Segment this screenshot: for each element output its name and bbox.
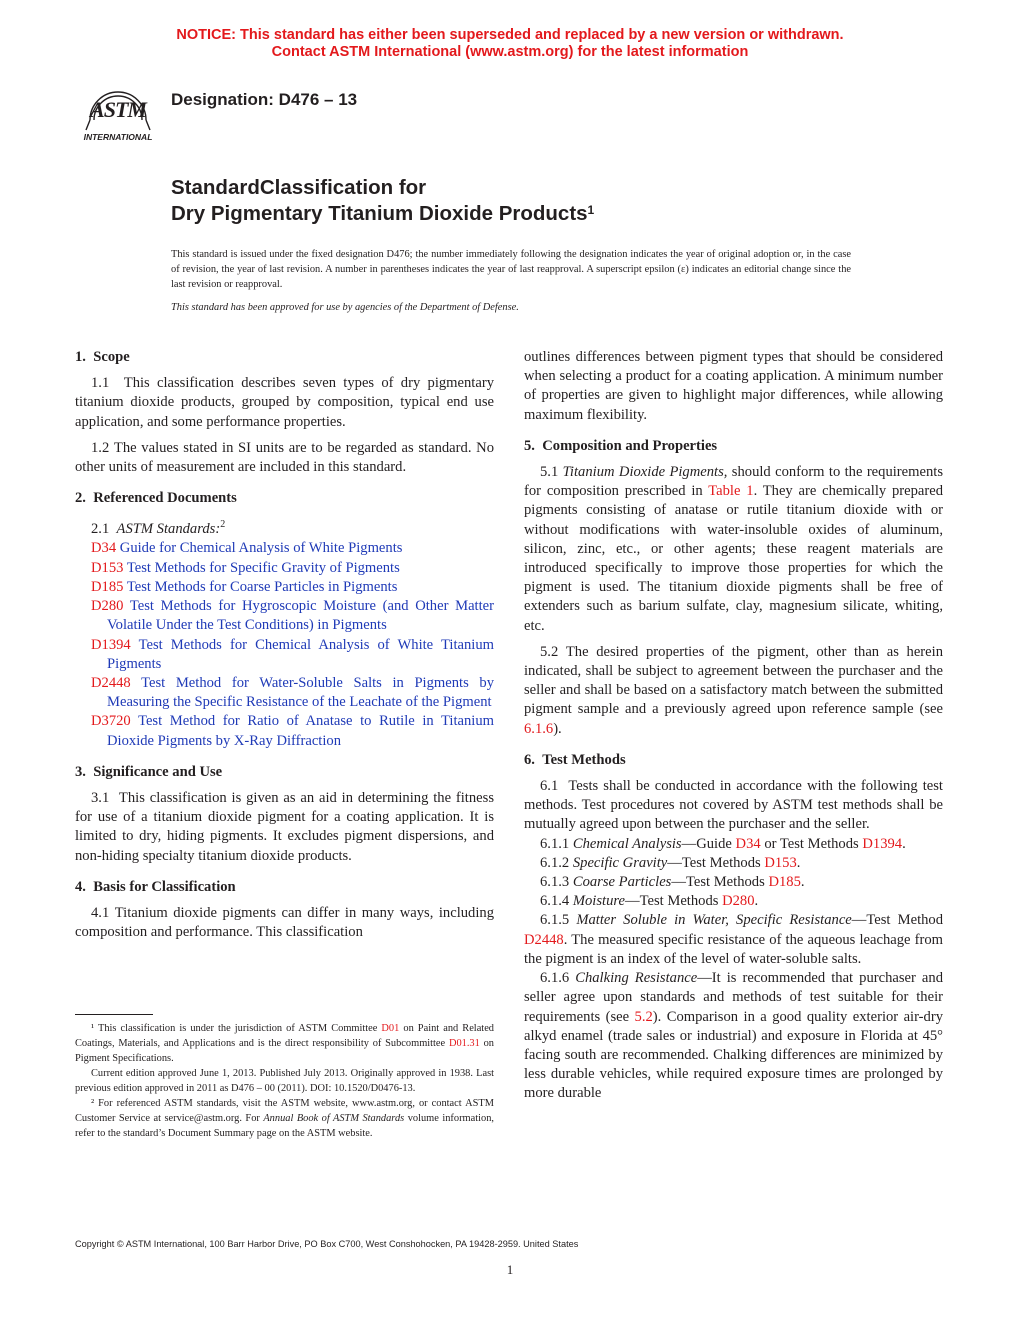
ref-d2448[interactable]: D2448 Test Method for Water-Soluble Salts in Pigments by Measuring the Specific Resistance of the Leachate of the Pigment [91,674,494,711]
link-d2448[interactable]: D2448 [524,931,564,948]
logo-mark: ASTM [90,97,146,122]
ref-d1394[interactable]: D1394 Test Methods for Chemical Analysis of White Titanium Pigments [91,636,494,672]
para-4-1: 4.1 Titanium dioxide pigments can differ in many ways, including composition and performance. This classification [75,904,494,941]
ref-d153[interactable]: D153 Test Methods for Specific Gravity of Pigments [91,559,400,576]
title-footnote-mark: 1 [587,203,595,217]
section-6-heading: 6. Test Methods [524,751,626,768]
footnote-1: ¹ This classification is under the jurisdiction of ASTM Committee D01 on Paint and Related Coatings, Materials, and Applications and is the direct responsibility of Subcommittee D01.31 on Pigment Specifications. [75,1023,494,1064]
ref-d3720[interactable]: D3720 Test Method for Ratio of Anatase to Rutile in Titanium Dioxide Pigments by X-Ray Diffraction [91,713,494,749]
section-3-heading: 3. Significance and Use [75,763,223,780]
notice-line-2: Contact ASTM International (www.astm.org) for the latest information [271,44,749,60]
para-1-2: 1.2 The values stated in SI units are to be regarded as standard. No other units of measurement are included in this standard. [75,439,494,476]
footnote-2: ² For referenced ASTM standards, visit the ASTM website, www.astm.org, or contact ASTM Customer Service at service@astm.org. For Annual Book of ASTM Standards volume information, refer to the standard’s Document Summary page on the ASTM website. [75,1098,494,1139]
notice-line-1: NOTICE: This standard has either been superseded and replaced by a new version or withdrawn. [176,27,844,43]
para-5-1: 5.1 Titanium Dioxide Pigments, should conform to the requirements for composition prescribed in Table 1. They are chemically prepared pigments consisting of anatase or rutile titanium dioxide with or without modifications with water-insoluble oxides of aluminum, silicon, zinc, etc., or other agents; these reagent materials are introduced specifically to improve those properties for which the pigment is used. The titanium dioxide pigments shall be free of extenders such as barium sulfate, clay, magnesium silicate, whiting, etc. [524,464,944,634]
designation: Designation: D476 – 13 [171,90,358,109]
section-2-heading: 2. Referenced Documents [75,490,237,507]
left-column [75,348,494,942]
right-column [524,348,943,1104]
para-3-1: 3.1 This classification is given as an aid in determining the fitness for use of a titanium dioxide pigment for a coating application. It is limited to dry, hiding pigments. It excludes pigment dispersions, and non-hiding specialty titanium dioxide products. [75,789,494,864]
ref-d280[interactable]: D280 Test Methods for Hygroscopic Moisture (and Other Matter Volatile Under the Test Conditions) in Pigments [91,598,494,634]
para-6-1-1: 6.1.1 Chemical Analysis—Guide D34 or Test Methods D1394. [540,835,906,852]
para-6-1: 6.1 Tests shall be conducted in accordance with the following test methods. Test procedures not covered by ASTM test methods shall be mutually agreed upon between the purchaser and the seller. [524,778,943,833]
para-5-2: 5.2 The desired properties of the pigment, other than as herein indicated, shall be subject to agreement between the purchaser and the seller and shall be based on a satisfactory match between the submitted pigment sample and a previously agreed upon reference sample (see 6.1.6). [524,643,943,737]
issued-note: This standard is issued under the fixed designation D476; the number immediately following the designation indicates the year of original adoption or, in the case of revision, the year of last revision. A number in parentheses indicates the year of last reapproval. A superscript epsilon (ε) indicates an editorial change since the last revision or reapproval. [171,249,851,290]
section-1-heading: 1. Scope [75,349,130,365]
link-d01[interactable]: D01 [381,1023,400,1034]
footnote-rule [75,1014,153,1015]
link-d01-31[interactable]: D01.31 [448,1038,480,1049]
link-6-1-6[interactable]: 6.1.6 [524,720,554,737]
para-6-1-3: 6.1.3 Coarse Particles—Test Methods D185. [540,874,805,891]
link-d34[interactable]: D34 [735,835,761,852]
approved-note: This standard has been approved for use by agencies of the Department of Defense. [171,302,519,313]
para-6-1-4: 6.1.4 Moisture—Test Methods D280. [540,893,759,910]
link-d185[interactable]: D185 [768,874,801,891]
title-line-1: StandardClassification for [171,176,427,199]
footnote-1-edition: Current edition approved June 1, 2013. Published July 2013. Originally approved in 1938. Last previous edition approved in 2011 as D476 – 00 (2011). DOI: 10.1520/D0476-13. [75,1068,494,1094]
astm-logo [72,75,164,145]
link-d153[interactable]: D153 [764,854,797,871]
title-line-2: Dry Pigmentary Titanium Dioxide Products$^1$ [171,202,595,225]
para-1-1: 1.1 This classification describes seven types of dry pigmentary titanium dioxide products, grouped by composition, typical end use application, and some performance properties. [75,375,494,430]
section-4-heading: 4. Basis for Classification [75,878,236,895]
para-6-1-5: 6.1.5 Matter Soluble in Water, Specific Resistance—Test Method D2448. The measured specific resistance of the aqueous leachage from the pigment is an index of the level of water-soluble salts. [524,912,944,967]
para-6-1-6: 6.1.6 Chalking Resistance—It is recommended that purchaser and seller agree upon standards and methods of test suitable for their requirements (see 5.2). Comparison in a good quality exterior air-dry alkyd enamel (trade sales or industrial) and exposure in Florida at 45° facing south are recommended. Chalking differences are minimized by less durable vehicles, while required exposure times are prolonged by more durable [524,970,943,1102]
ref-d185[interactable]: D185 Test Methods for Coarse Particles in Pigments [91,578,398,595]
page-number: 1 [506,1262,514,1277]
link-5-2[interactable]: 5.2 [634,1008,653,1025]
document-title [171,175,594,227]
footnotes [75,1021,494,1141]
para-4-1-cont: outlines differences between pigment types that should be considered when selecting a product for a coating application. A minimum number of properties are given to highlight major differences, while allowing maximum flexibility. [524,349,943,423]
notice-banner [0,27,1020,61]
copyright-line: Copyright © ASTM International, 100 Barr Harbor Drive, PO Box C700, West Conshohocken, PA 19428-2959. United States [75,1239,579,1249]
link-table-1[interactable]: Table 1 [708,483,754,500]
section-5-heading: 5. Composition and Properties [524,437,718,454]
para-2-1: 2.1 ASTM Standards:$^2$ [91,519,226,538]
ref-d34[interactable]: D34 Guide for Chemical Analysis of White Pigments [91,540,403,557]
logo-subtext: INTERNATIONAL [83,132,153,142]
link-d1394[interactable]: D1394 [862,835,903,852]
link-d280[interactable]: D280 [722,893,755,910]
para-6-1-2: 6.1.2 Specific Gravity—Test Methods D153. [540,854,801,871]
